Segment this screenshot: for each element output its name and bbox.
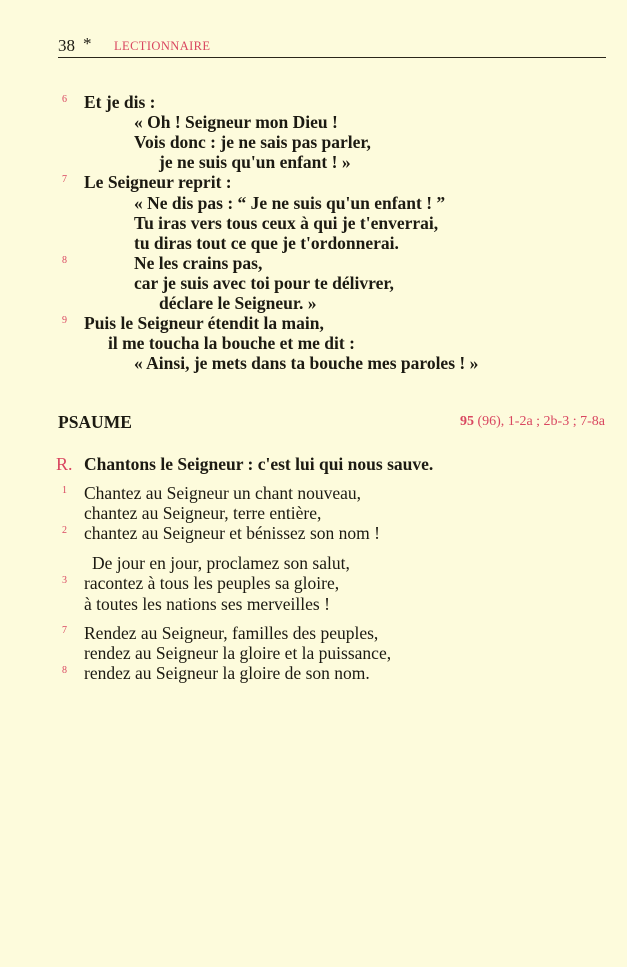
reading-line: il me toucha la bouche et me dit : [108, 333, 355, 353]
psalm-verses: (96), 1-2a ; 2b-3 ; 7-8a [477, 414, 605, 429]
verse-number: 8 [62, 255, 67, 266]
psalm-response: Chantons le Seigneur : c'est lui qui nous sauve. [84, 454, 434, 474]
psalm-line: De jour en jour, proclamez son salut, [92, 553, 350, 573]
verse-number: 8 [62, 665, 67, 676]
verse-number: 6 [62, 94, 67, 105]
reading-line: Vois donc : je ne sais pas parler, [134, 132, 371, 152]
reading-line: tu diras tout ce que je t'ordonnerai. [134, 233, 399, 253]
reading-line: « Ainsi, je mets dans ta bouche mes paroles ! » [134, 353, 479, 373]
running-title: LECTIONNAIRE [114, 39, 211, 53]
verse-number: 1 [62, 485, 67, 496]
psalm-line: racontez à tous les peuples sa gloire, [84, 573, 340, 593]
reading-line: « Ne dis pas : “ Je ne suis qu'un enfant ! ” [134, 193, 446, 213]
reading-line: Et je dis : [84, 92, 156, 112]
psalm-line: Chantez au Seigneur un chant nouveau, [84, 483, 361, 503]
reading-line: Puis le Seigneur étendit la main, [84, 313, 324, 333]
psalm-line: chantez au Seigneur, terre entière, [84, 503, 322, 523]
verse-number: 7 [62, 174, 67, 185]
reading-line: déclare le Seigneur. » [159, 293, 317, 313]
verse-number: 7 [62, 625, 67, 636]
psalm-line: rendez au Seigneur la gloire de son nom. [84, 663, 370, 683]
reading-line: Le Seigneur reprit : [84, 172, 232, 192]
psalm-line: chantez au Seigneur et bénissez son nom ! [84, 523, 380, 543]
page-header [58, 34, 606, 56]
star-icon: * [83, 34, 92, 53]
psalm-number: 95 [459, 414, 474, 429]
reading-line: Ne les crains pas, [134, 253, 263, 273]
section-title: PSAUME [58, 412, 132, 432]
psalm-reference [460, 414, 605, 430]
header-divider [58, 57, 606, 58]
verse-number: 3 [62, 575, 67, 586]
psalm-line: Rendez au Seigneur, familles des peuples, [84, 623, 379, 643]
page-number: 38 [58, 36, 75, 55]
reading-line: je ne suis qu'un enfant ! » [159, 152, 351, 172]
verse-number: 9 [62, 315, 67, 326]
reading-line: car je suis avec toi pour te délivrer, [134, 273, 394, 293]
response-icon: R. [56, 454, 73, 474]
psalm-line: à toutes les nations ses merveilles ! [84, 594, 330, 614]
reading-line: « Oh ! Seigneur mon Dieu ! [134, 112, 338, 132]
verse-number: 2 [62, 525, 67, 536]
psalm-line: rendez au Seigneur la gloire et la puissance, [84, 643, 392, 663]
reading-line: Tu iras vers tous ceux à qui je t'enverrai, [134, 213, 439, 233]
